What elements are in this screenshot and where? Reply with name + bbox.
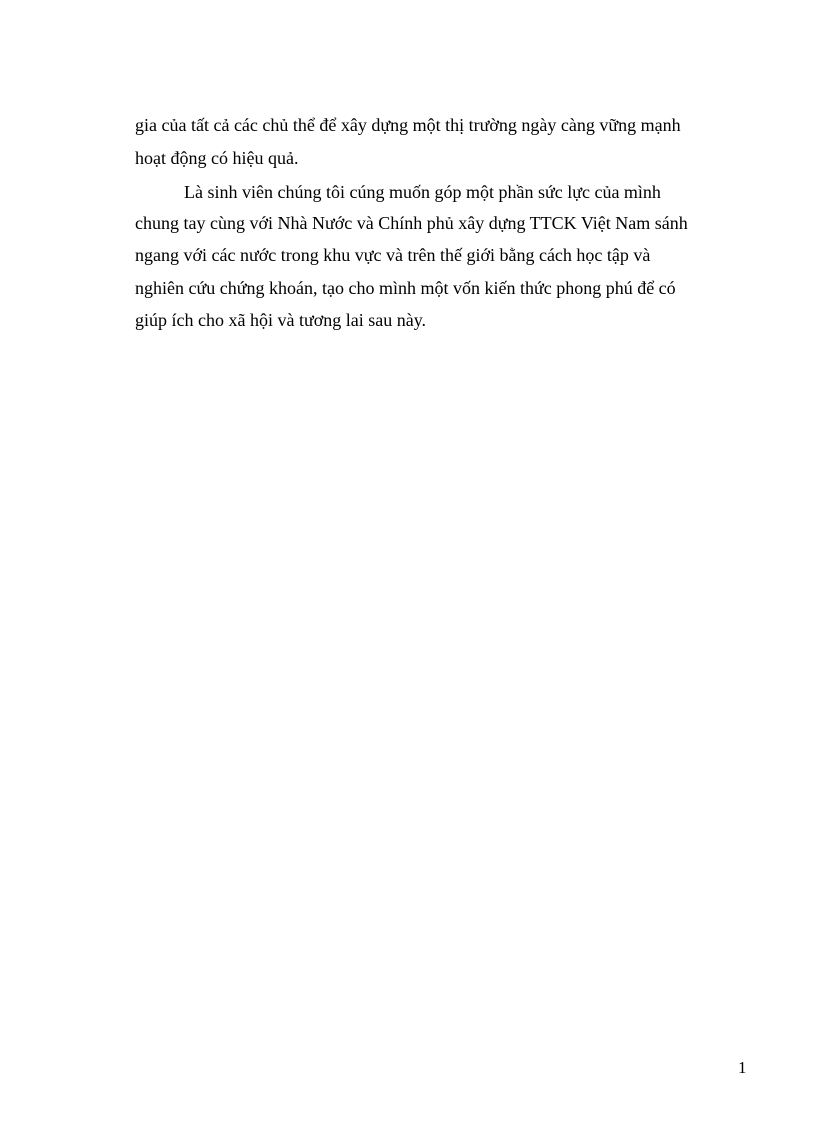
paragraph-line-7: giúp ích cho xã hội và tương lai sau này. xyxy=(135,310,427,330)
page-number: 1 xyxy=(738,1058,747,1077)
paragraph-line-2: hoạt động có hiệu quả. xyxy=(135,148,299,168)
paragraph-line-1: gia của tất cả các chủ thể để xây dựng một thị trường ngày càng vững mạnh xyxy=(135,115,681,135)
paragraph-line-4: chung tay cùng với Nhà Nước và Chính phủ xây dựng TTCK Việt Nam sánh xyxy=(135,213,688,233)
paragraph-line-3: Là sinh viên chúng tôi cúng muốn góp một phần sức lực của mình xyxy=(184,182,661,202)
paragraph-line-5: ngang với các nước trong khu vực và trên thế giới bằng cách học tập và xyxy=(135,245,651,265)
paragraph-line-6: nghiên cứu chứng khoán, tạo cho mình một vốn kiến thức phong phú để có xyxy=(135,278,676,298)
